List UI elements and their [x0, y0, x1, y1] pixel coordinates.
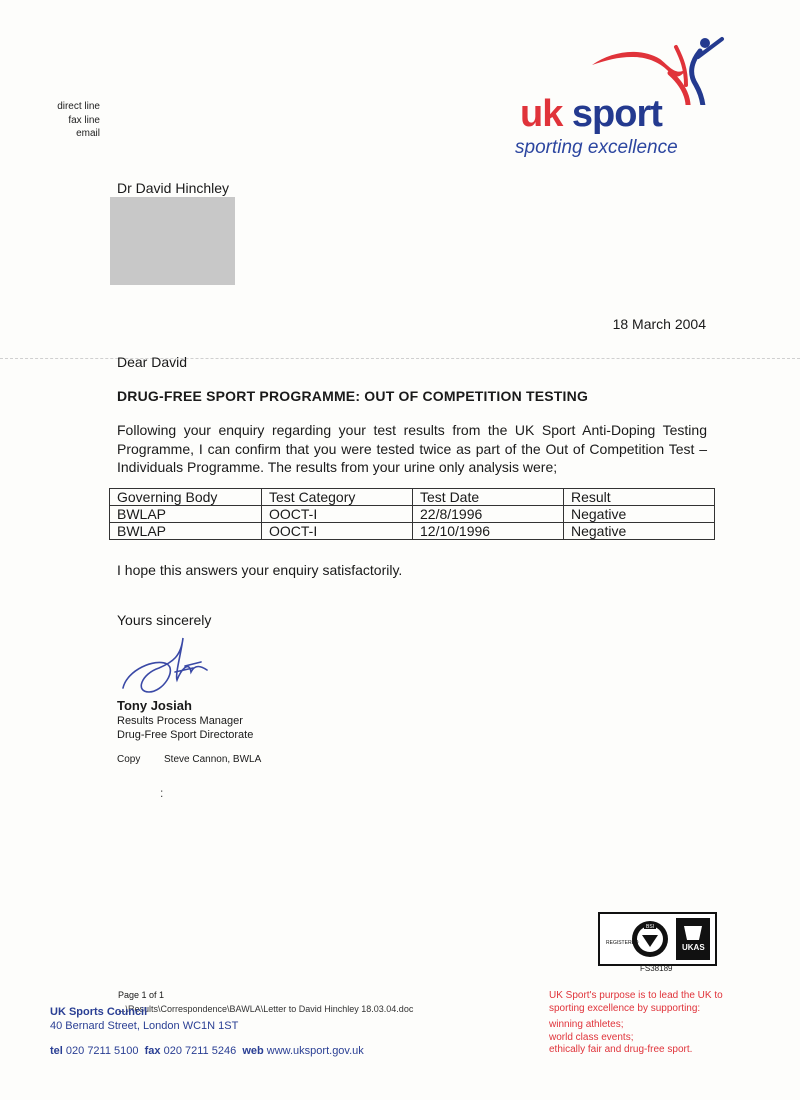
cert-bsi-text: BSI	[646, 924, 655, 930]
signer-details	[117, 714, 253, 742]
logo-tagline: sporting excellence	[515, 137, 678, 158]
fax-line-label: fax line	[68, 114, 100, 126]
results-table	[109, 488, 715, 540]
copy-label: Copy	[117, 754, 141, 765]
email-label: email	[76, 128, 100, 139]
cell-governing-body: BWLAP	[110, 523, 262, 540]
salutation: Dear David	[117, 354, 188, 370]
cell-test-category: OOCT-I	[262, 523, 413, 540]
web-label: web	[242, 1045, 264, 1057]
value-item: ethically fair and drug-free sport.	[549, 1044, 693, 1055]
letter-date: 18 March 2004	[612, 316, 706, 332]
signer-name: Tony Josiah	[117, 698, 192, 713]
body-paragraph: Following your enquiry regarding your test results from the UK Sport Anti-Doping Testing Programme, I can confirm that you were tested twice as part of the Out of Competition Test –Individuals Programme. The results from your urine only analysis were;	[117, 422, 707, 475]
purpose-statement: UK Sport's purpose is to lead the UK to sporting excellence by supporting:	[549, 990, 723, 1014]
purpose-values	[549, 1019, 749, 1057]
organisation-name: UK Sports Council	[50, 1006, 148, 1018]
logo-wordmark	[520, 93, 662, 136]
fax-label: fax	[144, 1045, 161, 1057]
subject-heading: DRUG-FREE SPORT PROGRAMME: OUT OF COMPETITION TESTING	[117, 388, 589, 404]
cell-test-category: OOCT-I	[262, 506, 413, 523]
cell-result: Negative	[564, 523, 715, 540]
uk-sport-logo	[500, 25, 730, 165]
cert-code: FS38189	[640, 964, 673, 973]
value-item: winning athletes;	[549, 1019, 624, 1030]
redacted-address-block	[110, 197, 235, 285]
organisation-address: 40 Bernard Street, London WC1N 1ST	[50, 1020, 239, 1032]
cert-ukas-text: UKAS	[682, 943, 705, 952]
closing-line: I hope this answers your enquiry satisfactorily.	[117, 562, 403, 578]
header-result: Result	[564, 489, 715, 506]
copy-recipient: Steve Cannon, BWLA	[164, 754, 262, 765]
logo-word-sport: sport	[571, 93, 662, 135]
stray-mark: :	[160, 786, 164, 800]
sign-off: Yours sincerely	[117, 612, 212, 628]
cell-test-date: 22/8/1996	[413, 506, 564, 523]
cell-governing-body: BWLAP	[110, 506, 262, 523]
signer-department: Drug-Free Sport Directorate	[117, 729, 254, 741]
cell-result: Negative	[564, 506, 715, 523]
footer-contacts	[50, 1045, 364, 1057]
web-link[interactable]: www.uksport.gov.uk	[266, 1045, 364, 1057]
value-item: world class events;	[549, 1031, 634, 1043]
page-number: Page 1 of 1	[118, 990, 165, 1000]
header-test-date: Test Date	[413, 489, 564, 506]
cert-registered-text: REGISTERED	[606, 940, 639, 946]
fax-number: 020 7211 5246	[163, 1045, 237, 1057]
logo-word-uk: uk	[520, 93, 563, 135]
certification-badge-icon	[598, 912, 717, 966]
file-path: ...\Results\Correspondence\BAWLA\Letter to David Hinchley 18.03.04.doc	[118, 1004, 414, 1014]
header-governing-body: Governing Body	[110, 489, 262, 506]
cell-test-date: 12/10/1996	[413, 523, 564, 540]
table-row	[110, 506, 715, 523]
tel-number: 020 7211 5100	[65, 1045, 139, 1057]
table-row	[110, 523, 715, 540]
direct-line-label: direct line	[57, 101, 100, 112]
signer-role: Results Process Manager	[117, 715, 243, 727]
tel-label: tel	[50, 1045, 63, 1057]
header-test-category: Test Category	[262, 489, 413, 506]
contact-labels	[30, 100, 100, 141]
recipient-name: Dr David Hinchley	[117, 180, 230, 196]
handwritten-signature	[115, 630, 225, 700]
table-header-row	[110, 489, 715, 506]
